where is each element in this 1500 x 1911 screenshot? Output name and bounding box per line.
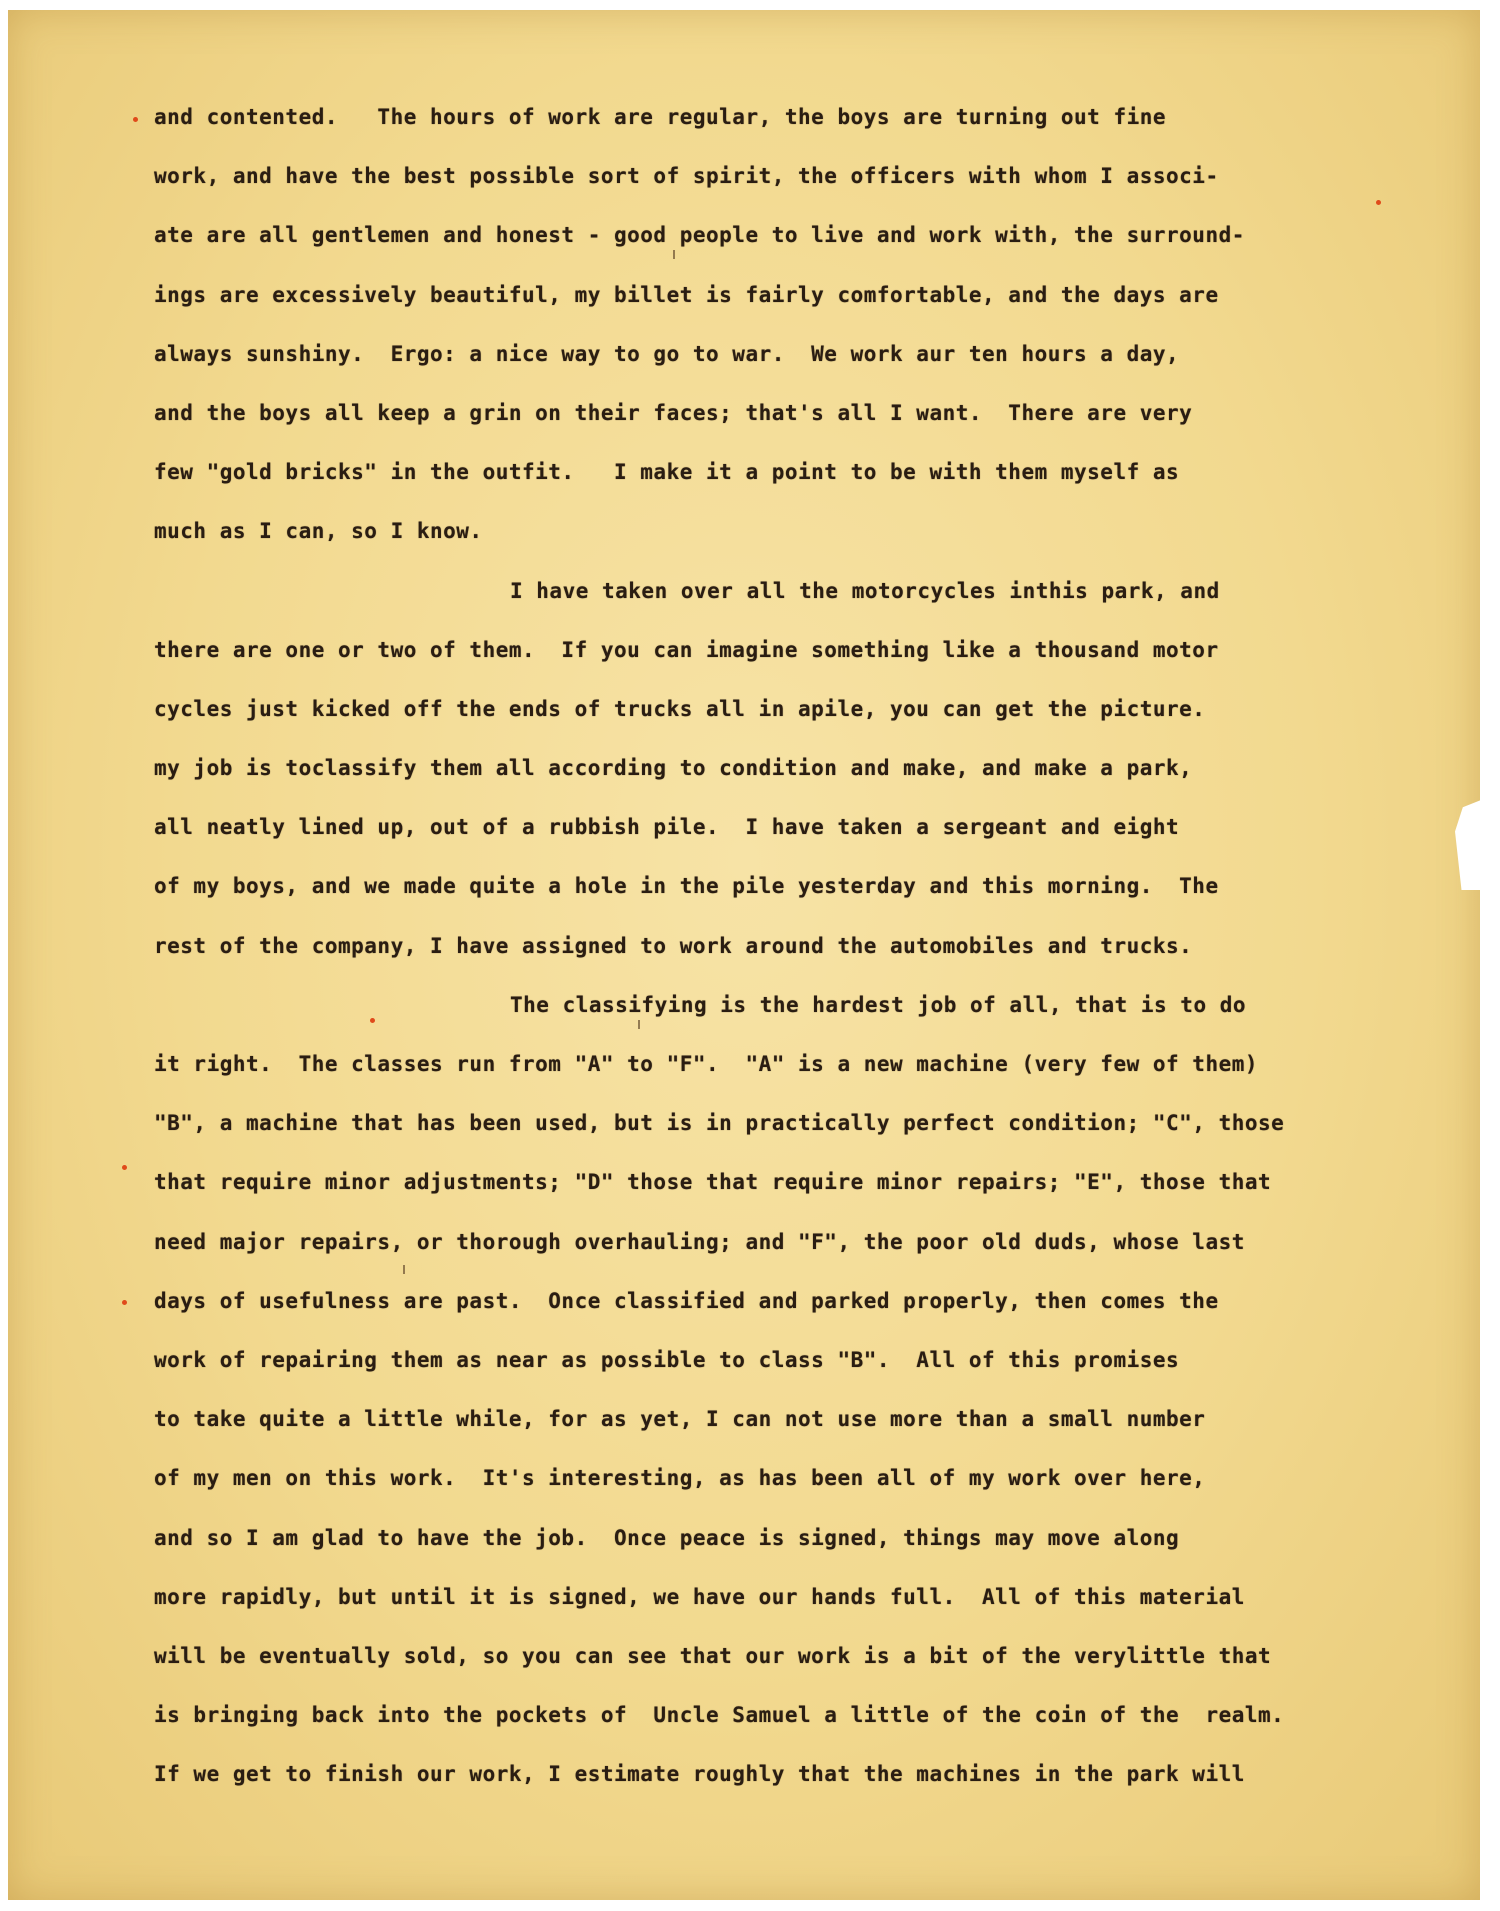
body-line: work, and have the best possible sort of spirit, the officers with whom I associ-	[154, 164, 1219, 189]
body-line: of my boys, and we made quite a hole in the pile yesterday and this morning. The	[154, 874, 1219, 899]
body-line: If we get to finish our work, I estimate roughly that the machines in the park will	[154, 1762, 1245, 1787]
paragraph-start-line: The classifying is the hardest job of all, that is to do	[510, 992, 1247, 1017]
body-line: all neatly lined up, out of a rubbish pile. I have taken a sergeant and eight	[154, 815, 1180, 840]
body-line: my job is toclassify them all according to condition and make, and make a park,	[154, 756, 1193, 781]
body-line: need major repairs, or thorough overhauling; and "F", the poor old duds, whose last	[154, 1229, 1245, 1254]
body-line: and the boys all keep a grin on their faces; that's all I want. There are very	[154, 400, 1193, 425]
body-line: cycles just kicked off the ends of trucks all in apile, you can get the picture.	[154, 696, 1206, 721]
body-line: to take quite a little while, for as yet, I can not use more than a small number	[154, 1407, 1206, 1432]
paragraph-start-line: I have taken over all the motorcycles inthis park, and	[510, 578, 1220, 603]
body-line: rest of the company, I have assigned to work around the automobiles and trucks.	[154, 933, 1193, 958]
body-line: work of repairing them as near as possible to class "B". All of this promises	[154, 1347, 1180, 1372]
body-line: days of usefulness are past. Once classified and parked properly, then comes the	[154, 1288, 1219, 1313]
body-line: and so I am glad to have the job. Once peace is signed, things may move along	[154, 1525, 1180, 1550]
body-line: always sunshiny. Ergo: a nice way to go to war. We work aur ten hours a day,	[154, 341, 1180, 366]
body-line: "B", a machine that has been used, but is in practically perfect condition; "C", those	[154, 1111, 1285, 1136]
body-line: much as I can, so I know.	[154, 519, 483, 544]
body-line: ate are all gentlemen and honest - good people to live and work with, the surround-	[154, 223, 1245, 248]
body-line: it right. The classes run from "A" to "F". "A" is a new machine (very few of them)	[154, 1052, 1259, 1076]
body-line: few "gold bricks" in the outfit. I make it a point to be with them myself as	[154, 460, 1180, 485]
letter-body	[8, 88, 1480, 1804]
body-line: there are one or two of them. If you can imagine something like a thousand motor	[154, 637, 1219, 662]
body-line: ings are excessively beautiful, my billet is fairly comfortable, and the days are	[154, 282, 1219, 307]
body-line: and contented. The hours of work are regular, the boys are turning out fine	[154, 105, 1167, 129]
body-line: more rapidly, but until it is signed, we have our hands full. All of this material	[154, 1584, 1245, 1609]
typewritten-letter-page	[8, 10, 1480, 1900]
body-line: is bringing back into the pockets of Uncle Samuel a little of the coin of the realm.	[154, 1703, 1285, 1728]
body-line: of my men on this work. It's interesting, as has been all of my work over here,	[154, 1466, 1206, 1491]
body-line: that require minor adjustments; "D" those that require minor repairs; "E", those that	[154, 1170, 1272, 1195]
body-line: will be eventually sold, so you can see that our work is a bit of the verylittle that	[154, 1643, 1272, 1668]
